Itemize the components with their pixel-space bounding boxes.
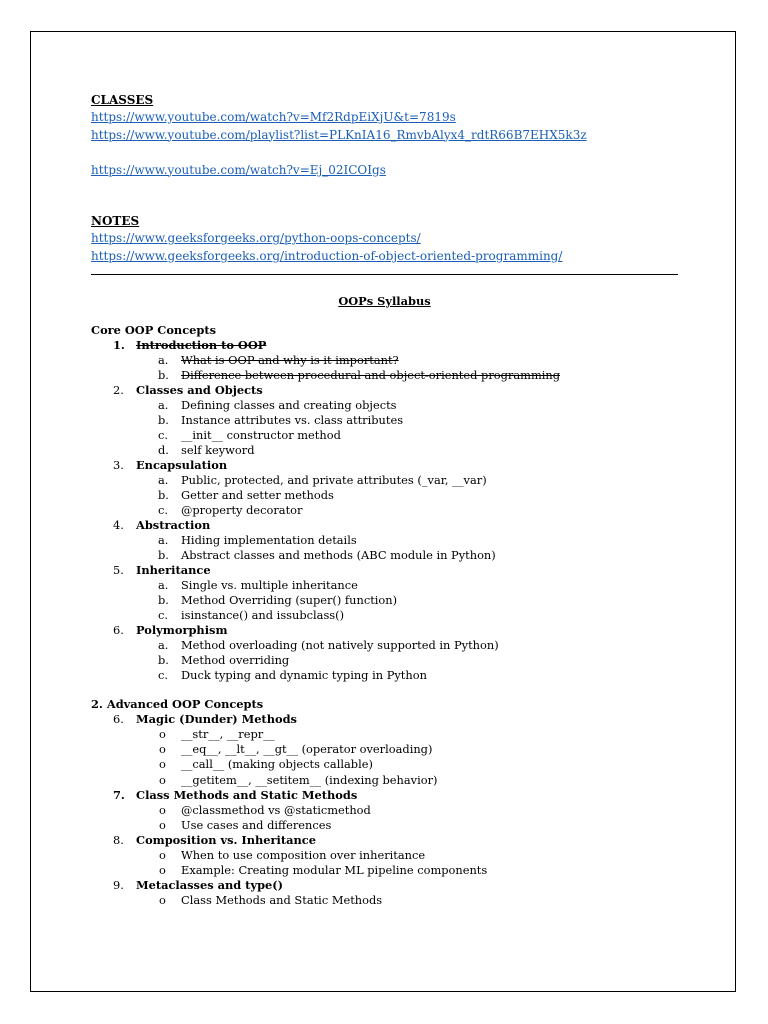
sub-item [91,428,681,443]
item-number: 6. [113,712,124,726]
sub-item [91,742,681,757]
sub-item-text: Example: Creating modular ML pipeline components [181,863,488,877]
sub-item [91,653,681,668]
sub-item-text: __call__ (making objects callable) [181,757,373,771]
sub-item-text: __init__ constructor method [181,428,341,442]
sub-item [91,727,681,742]
bullet-marker: o [159,818,166,832]
sub-item [91,443,681,458]
sub-item [91,533,681,548]
sub-item-text: isinstance() and issubclass() [181,608,345,622]
sub-item [91,818,681,833]
sub-item-marker: a. [158,398,169,412]
sub-item-text: self keyword [181,443,255,457]
item-label: Encapsulation [136,458,228,472]
sub-item-text: What is OOP and why is it important? [181,353,399,367]
sub-item [91,473,681,488]
spacer [91,144,681,162]
syllabus-title: OOPs Syllabus [338,294,431,308]
item-number: 3. [113,458,124,472]
sub-item-marker: a. [158,353,169,367]
sub-item [91,773,681,788]
item-label: Composition vs. Inheritance [136,833,316,847]
sub-item-text: __str__, __repr__ [181,727,275,741]
sub-item-marker: b. [158,653,169,667]
sub-item [91,757,681,772]
sub-item-text: @classmethod vs @staticmethod [181,803,371,817]
item-label: Polymorphism [136,623,228,637]
sub-item [91,863,681,878]
spacer [91,179,681,213]
sub-item [91,608,681,623]
item-label: Abstraction [136,518,211,532]
advanced-item-8 [91,833,681,848]
sub-item [91,803,681,818]
sub-item-marker: c. [158,668,169,682]
sub-item [91,368,681,383]
item-label: Classes and Objects [136,383,263,397]
item-label: Metaclasses and type() [136,878,284,892]
sub-item-text: Getter and setter methods [181,488,334,502]
classes-link-3[interactable]: https://www.youtube.com/watch?v=Ej_02ICOIgs [91,162,386,177]
sub-item-text: Abstract classes and methods (ABC module in Python) [181,548,496,562]
bullet-marker: o [159,803,166,817]
sub-item-marker: b. [158,593,169,607]
sub-item-text: Use cases and differences [181,818,332,832]
sub-item [91,413,681,428]
item-number: 8. [113,833,124,847]
classes-link-1[interactable]: https://www.youtube.com/watch?v=Mf2RdpEiXjU&t=7819s [91,110,456,124]
bullet-marker: o [159,848,166,862]
bullet-marker: o [159,863,166,877]
sub-item-text: @property decorator [181,503,303,517]
sub-item-text: Method overriding [181,653,290,667]
sub-item-marker: c. [158,503,169,517]
sub-item-marker: a. [158,533,169,547]
classes-link-2[interactable]: https://www.youtube.com/playlist?list=PLKnIA16_RmvbAlyx4_rdtR66B7EHX5k3z [91,127,587,142]
bullet-marker: o [159,773,166,787]
sub-item [91,578,681,593]
sub-item-text: Hiding implementation details [181,533,357,547]
sub-item [91,398,681,413]
sub-item-text: When to use composition over inheritance [181,848,426,862]
item-label: Class Methods and Static Methods [136,788,358,802]
sub-item-marker: b. [158,368,169,382]
sub-item-text: Public, protected, and private attributes (_var, __var) [181,473,487,487]
sub-item-text: Method overloading (not natively supported in Python) [181,638,499,652]
core-item-6 [91,623,681,638]
core-section-title: Core OOP Concepts [91,323,217,337]
sub-item-marker: a. [158,578,169,592]
advanced-item-9 [91,878,681,893]
item-number: 4. [113,518,124,532]
sub-item-text: Instance attributes vs. class attributes [181,413,404,427]
core-item-1 [91,338,681,353]
item-number: 7. [113,788,125,802]
sub-item [91,548,681,563]
sub-item [91,353,681,368]
sub-item-marker: a. [158,638,169,652]
sub-item [91,488,681,503]
sub-item-marker: c. [158,608,169,622]
item-label: Magic (Dunder) Methods [136,712,297,726]
sub-item-text: Duck typing and dynamic typing in Python [181,668,427,682]
advanced-section [91,697,681,908]
item-number: 6. [113,623,124,637]
sub-item [91,638,681,653]
core-item-5 [91,563,681,578]
sub-item-marker: b. [158,488,169,502]
notes-link-1[interactable]: https://www.geeksforgeeks.org/python-oops-concepts/ [91,231,421,245]
bullet-marker: o [159,893,166,907]
sub-item-text: Defining classes and creating objects [181,398,397,412]
advanced-item-6 [91,712,681,727]
sub-item-text: Single vs. multiple inheritance [181,578,358,592]
sub-item-text: Class Methods and Static Methods [181,893,383,907]
sub-item-text: __getitem__, __setitem__ (indexing behavior) [181,773,438,787]
bullet-marker: o [159,757,166,771]
notes-link-2[interactable]: https://www.geeksforgeeks.org/introduction-of-object-oriented-programming/ [91,248,563,263]
item-number: 9. [113,878,124,892]
sub-item-marker: c. [158,428,169,442]
sub-item [91,893,681,908]
sub-item-marker: b. [158,413,169,427]
item-number: 5. [113,563,124,577]
advanced-section-title: 2. Advanced OOP Concepts [91,697,264,711]
item-label: Inheritance [136,563,211,577]
sub-item [91,593,681,608]
bullet-marker: o [159,727,166,741]
sub-item-text: Method Overriding (super() function) [181,593,398,607]
advanced-item-7 [91,788,681,803]
sub-item-marker: b. [158,548,169,562]
spacer [91,683,681,697]
horizontal-rule [91,274,678,275]
core-item-2 [91,383,681,398]
item-number: 2. [113,383,124,397]
classes-heading: CLASSES [91,93,154,107]
core-item-3 [91,458,681,473]
item-label: Introduction to OOP [136,338,267,352]
sub-item-marker: a. [158,473,169,487]
sub-item [91,848,681,863]
document-content [91,92,681,908]
document-page [30,31,736,992]
sub-item [91,503,681,518]
notes-heading: NOTES [91,214,140,228]
bullet-marker: o [159,742,166,756]
core-item-4 [91,518,681,533]
sub-item-text: Difference between procedural and object-oriented programming [181,368,561,382]
core-section [91,323,681,683]
sub-item-text: __eq__, __lt__, __gt__ (operator overloading) [181,742,433,756]
item-number: 1. [113,338,125,352]
sub-item-marker: d. [158,443,169,457]
sub-item [91,668,681,683]
